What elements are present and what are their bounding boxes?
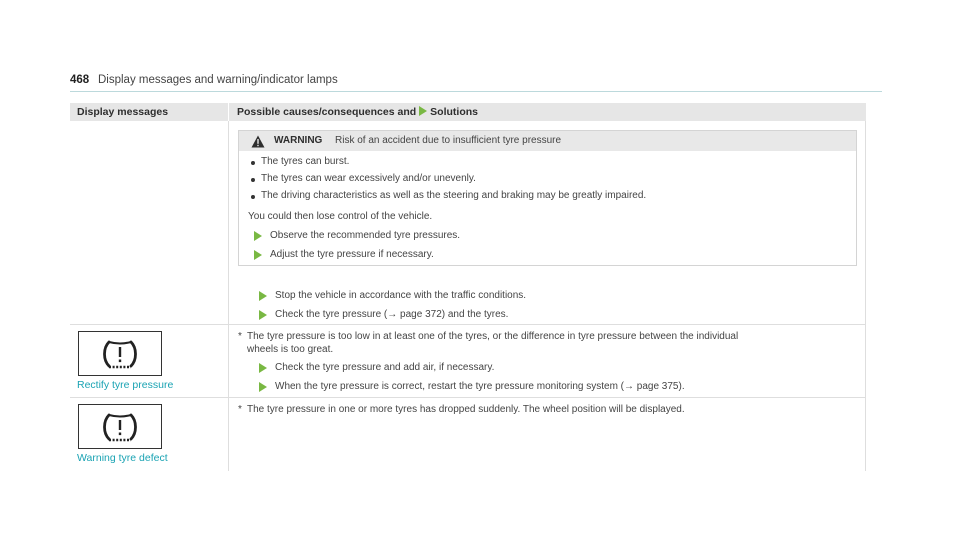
bullet-dot [251,178,255,182]
solutions-arrow-icon [419,106,427,116]
column-divider [228,325,229,397]
column-divider [228,398,229,471]
header-divider [228,103,229,121]
bullet-dot [251,161,255,165]
warning-bullet-2: The tyres can wear excessively and/or unevenly. [261,173,476,184]
table-header-row [70,103,866,121]
warning-bullet-3: The driving characteristics as well as the steering and braking may be greatly impaired. [261,190,647,201]
warning-label: WARNING [274,135,323,146]
col-header-display-messages: Display messages [77,106,169,118]
asterisk-marker: * [238,404,242,415]
column-divider [228,121,229,324]
message-warning-tyre-defect: Warning tyre defect [77,452,168,464]
step-arrow-icon [259,291,267,301]
page-number: 468 [70,74,90,86]
table-right-border [865,398,866,471]
table-row [70,398,866,471]
step-arrow-icon [259,382,267,392]
table-right-border [865,325,866,397]
col-header-solutions-text: Solutions [430,106,479,118]
warning-text: Risk of an accident due to insufficient tyre pressure [335,135,562,146]
display-messages-table [70,103,866,471]
tyre-pressure-warning-icon [78,331,162,376]
col-header-causes-solutions [237,106,478,118]
page-header-title: Display messages and warning/indicator lamps [98,74,338,86]
step-arrow-icon [259,363,267,373]
col-header-causes-text: Possible causes/consequences and [237,106,417,118]
table-row [70,325,866,398]
bullet-dot [251,195,255,199]
page-header [70,72,882,92]
row2-step-2: When the tyre pressure is correct, restart the tyre pressure monitoring system (→ page 375). [275,381,685,392]
row3-cause: The tyre pressure in one or more tyres has dropped suddenly. The wheel position will be displayed. [247,404,685,415]
warning-step-2: Adjust the tyre pressure if necessary. [270,249,434,260]
warning-step-1: Observe the recommended tyre pressures. [270,230,461,241]
warning-triangle-icon [251,135,265,148]
row2-cause-line2: wheels is too great. [247,344,334,355]
step-arrow-icon [254,250,262,260]
warning-box [238,130,857,266]
asterisk-marker: * [238,331,242,342]
row1-step-1: Stop the vehicle in accordance with the traffic conditions. [275,290,527,301]
warning-note: You could then lose control of the vehicle. [248,211,433,222]
warning-header [239,131,856,151]
warning-bullet-1: The tyres can burst. [261,156,350,167]
row2-step-1: Check the tyre pressure and add air, if necessary. [275,362,495,373]
table-right-border [865,121,866,324]
row1-step-2: Check the tyre pressure (→ page 372) and the tyres. [275,309,509,320]
step-arrow-icon [254,231,262,241]
tyre-pressure-warning-icon [78,404,162,449]
table-row [70,121,866,325]
row2-cause-line1: The tyre pressure is too low in at least one of the tyres, or the difference in tyre pressure between the individual [247,331,739,342]
message-rectify-tyre-pressure: Rectify tyre pressure [77,379,174,391]
step-arrow-icon [259,310,267,320]
